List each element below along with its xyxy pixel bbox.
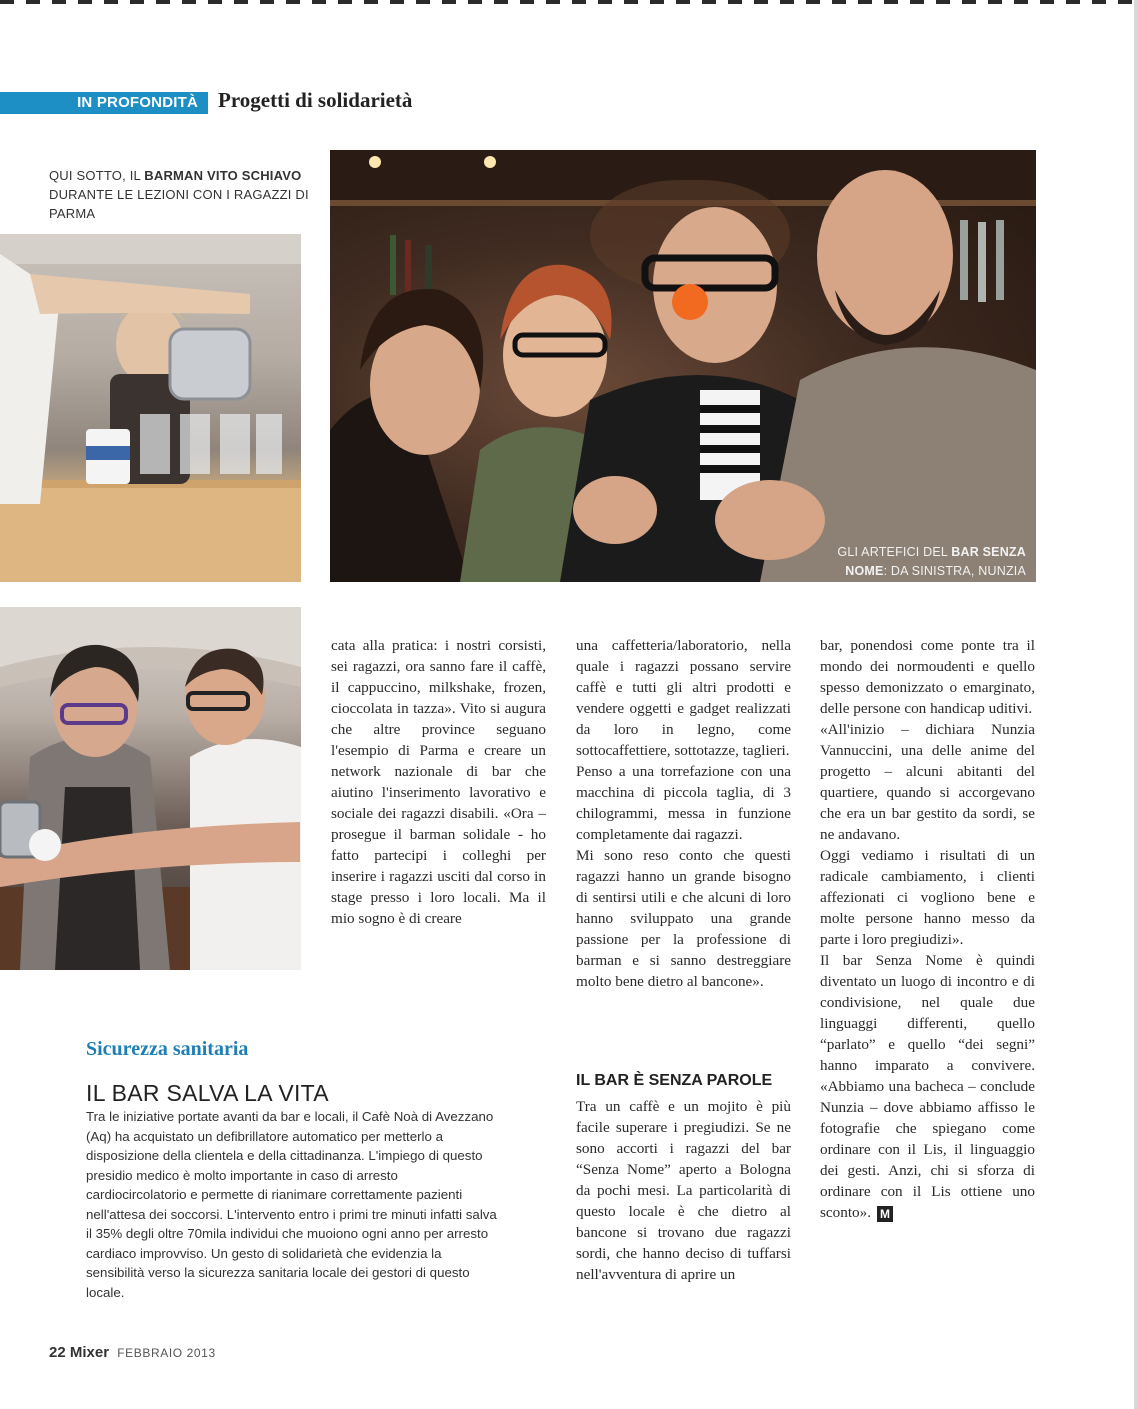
article-column-3 <box>820 635 1035 1223</box>
section-tag-label: IN PROFONDITÀ <box>77 94 198 111</box>
caption-group: GLI ARTEFICI DEL BAR SENZA NOME: DA SINISTRA, NUNZIA <box>837 545 1026 578</box>
section-tag <box>0 92 208 114</box>
magazine-name: Mixer <box>69 1344 110 1361</box>
page-folio <box>49 1344 216 1361</box>
article-paragraph: bar, ponendosi come ponte tra il mondo dei normoudenti e quello spesso demonizzato o emarginato, delle persone con handicap uditivi. <box>820 637 1035 717</box>
box-title: IL BAR SALVA LA VITA <box>86 1080 329 1106</box>
photo-group-illustration <box>330 150 1036 582</box>
article-paragraph: Tra un caffè e un mojito è più facile superare i pregiudizi. Se ne sono accorti i ragazzi del bar “Senza Nome” aperto a Bologna da pochi mesi. La particolarità di questo locale è che dietro al bancone si trovano due ragazzi sordi, che hanno deciso di tuffarsi nell'avventura di aprire un <box>576 1098 791 1283</box>
article-paragraph: «All'inizio – dichiara Nunzia Vannuccini, una delle anime del progetto – alcuni abitanti del quartiere, quando si accorgevano che era un bar gestito da sordi, se ne andavano. <box>820 721 1035 843</box>
box-body: Tra le iniziative portate avanti da bar e locali, il Cafè Noà di Avezzano (Aq) ha acquistato un defibrillatore automatico per metterlo a disposizione della clientela e della cittadinanza. L'impiego di questo presidio medico è molto importante in caso di arresto cardiocircolatorio e permette di rianimare correttamente pazienti nell'attesa dei soccorsi. L'intervento entro i primi tre minuti infatti salva il 35% degli oltre 70mila individui che muoiono ogni anno per arresto cardiaco improvviso. Un gesto di solidarietà che evidenzia la sensibilità verso la sicurezza sanitaria locale dei gestori di questo locale. <box>86 1109 497 1300</box>
article-subhead: IL BAR È SENZA PAROLE <box>576 1072 773 1089</box>
article-column-1 <box>331 635 546 929</box>
article-paragraph: Il bar Senza Nome è quindi diventato un luogo di incontro e di condivisione, nel quale due linguaggi differenti, quello “parlato” e quello “dei segni” hanno imparato a convivere. «Abbiamo una bacheca – conclude Nunzia – dove abbiamo affisso le fotografie che spiegano come ordinare con il Lis, il linguaggio dei gesti. Anzi, chi si sforza di ordinare con il Lis ottiene uno sconto». M <box>820 952 1035 1221</box>
issue-month: FEBBRAIO 2013 <box>117 1346 216 1360</box>
article-column-2-continued <box>576 1096 791 1285</box>
end-mark-icon: M <box>877 1206 893 1222</box>
article-paragraph: una caffetteria/laboratorio, nella quale i ragazzi possano servire caffè e tutti gli altri prodotti e vendere oggetti e gadget realizzati da loro in legno, come sottocaffettiere, sottotazze, taglieri. <box>576 637 791 759</box>
photo-barman-lesson <box>0 607 301 970</box>
article-column-2 <box>576 635 791 992</box>
caption-barman: QUI SOTTO, IL BARMAN VITO SCHIAVO DURANTE LE LEZIONI CON I RAGAZZI DI PARMA <box>49 168 309 221</box>
article-paragraph: Mi sono reso conto che questi ragazzi hanno un grande bisogno di sentirsi utili e che alcuni di loro hanno sviluppato una grande passione per la professione di barman e si sanno destreggiare molto bene dietro al bancone». <box>576 847 791 990</box>
box-kicker: Sicurezza sanitaria <box>86 1038 249 1060</box>
photo-barman-illustration <box>0 234 301 582</box>
section-title: Progetti di solidarietà <box>218 88 413 112</box>
photo-bar-senza-nome-team <box>330 150 1036 582</box>
article-paragraph: cata alla pratica: i nostri corsisti, sei ragazzi, ora sanno fare il caffè, il cappuccino, milkshake, frozen, cioccolata in tazza». Vito si augura che altre province seguano l'esempio di Parma e creare un network nazionale di bar che aiutino l'inserimento lavorativo e sociale dei ragazzi disabili. «Ora – prosegue il barman solidale - ho fatto partecipi i colleghi per inserire i ragazzi usciti dal corso in stage presso i loro locali. Ma il mio sogno è di creare <box>331 637 546 927</box>
photo-lesson-illustration <box>0 607 301 970</box>
photo-barman-pouring <box>0 234 301 582</box>
page-number: 22 <box>49 1344 66 1361</box>
article-paragraph: Penso a una torrefazione con una macchina di piccola taglia, di 3 chilogrammi, messa in funzione completamente dai ragazzi. <box>576 763 791 843</box>
top-dashed-border <box>0 0 1137 4</box>
article-paragraph: Oggi vediamo i risultati di un radicale cambiamento, i clienti affezionati ci vogliono bene e molte persone hanno messo da parte i loro pregiudizi». <box>820 847 1035 948</box>
